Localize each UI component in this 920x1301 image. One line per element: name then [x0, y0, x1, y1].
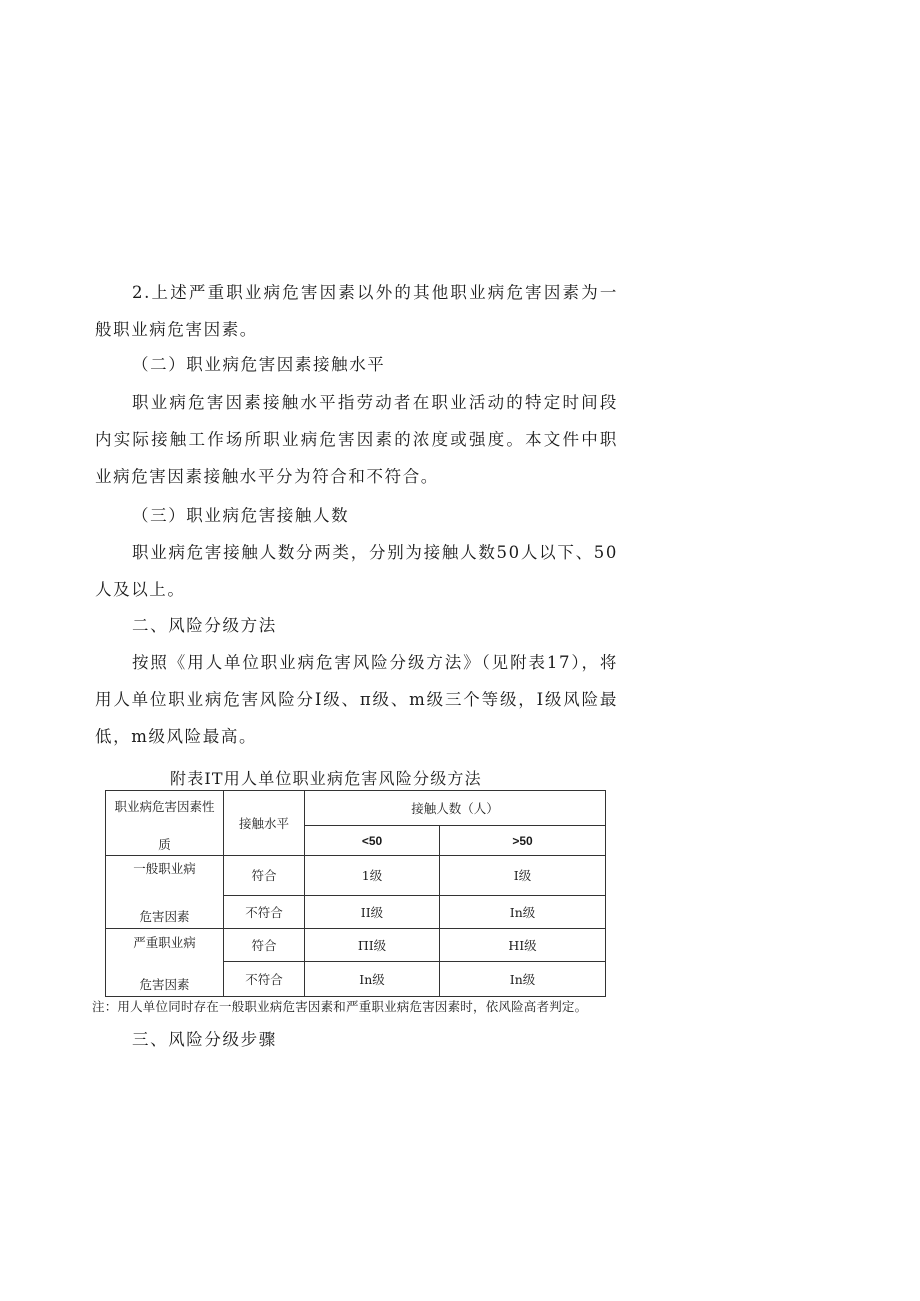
header-factor-line2: 质 — [158, 837, 171, 852]
heading-exposure-level: （二）职业病危害因素接触水平 — [132, 355, 386, 374]
grade-cell-lt50: In级 — [305, 962, 440, 997]
header-lt50: <50 — [305, 826, 440, 856]
factor-serious-line1: 严重职业病 — [133, 934, 196, 950]
grade-cell-lt50: ΠI级 — [305, 929, 440, 962]
paragraph-serious-factors: 2.上述严重职业病危害因素以外的其他职业病危害因素为一般职业病危害因素。 — [95, 283, 618, 339]
heading-risk-steps: 三、风险分级步骤 — [132, 1030, 277, 1049]
header-factor-nature — [106, 791, 224, 856]
header-exposure-count: 接触人数（人） — [305, 791, 606, 826]
level-cell: 符合 — [224, 856, 305, 896]
heading-risk-method: 二、风险分级方法 — [132, 616, 277, 635]
table-note: 注：用人单位同时存在一般职业病危害因素和严重职业病危害因素时，依风险高者判定。 — [92, 999, 588, 1014]
level-cell: 符合 — [224, 929, 305, 962]
table-header-row — [106, 791, 606, 826]
grade-cell-gt50: In级 — [440, 895, 606, 928]
factor-serious — [106, 929, 224, 997]
grade-cell-gt50: HI级 — [440, 929, 606, 962]
header-factor-line1: 职业病危害因素性 — [114, 799, 215, 814]
paragraph-exposure-count: 职业病危害接触人数分两类，分别为接触人数50人以下、50人及以上。 — [95, 543, 618, 599]
paragraph-risk-method: 按照《用人单位职业病危害风险分级方法》（见附表17），将用人单位职业病危害风险分Ⅰ级、π级、m级三个等级，Ⅰ级风险最低，m级风险最高。 — [95, 653, 618, 746]
grade-cell-gt50: In级 — [440, 962, 606, 997]
table-caption: 附表IT用人单位职业病危害风险分级方法 — [170, 769, 482, 788]
grade-cell-lt50: II级 — [305, 895, 440, 928]
level-cell: 不符合 — [224, 962, 305, 997]
factor-general — [106, 856, 224, 929]
header-exposure-level: 接触水平 — [224, 791, 305, 856]
grade-cell-gt50: I级 — [440, 856, 606, 896]
factor-general-line1: 一般职业病 — [133, 861, 196, 876]
table-row — [106, 856, 606, 896]
heading-exposure-count: （三）职业病危害接触人数 — [132, 506, 350, 525]
factor-serious-line2: 危害因素 — [139, 976, 190, 992]
paragraph-exposure-level: 职业病危害因素接触水平指劳动者在职业活动的特定时间段内实际接触工作场所职业病危害因素的浓度或强度。本文件中职业病危害因素接触水平分为符合和不符合。 — [95, 393, 618, 486]
header-gt50: >50 — [440, 826, 606, 856]
grade-cell-lt50: 1级 — [305, 856, 440, 896]
level-cell: 不符合 — [224, 895, 305, 928]
factor-general-line2: 危害因素 — [139, 909, 190, 924]
table-row — [106, 929, 606, 962]
risk-classification-table — [105, 790, 606, 997]
